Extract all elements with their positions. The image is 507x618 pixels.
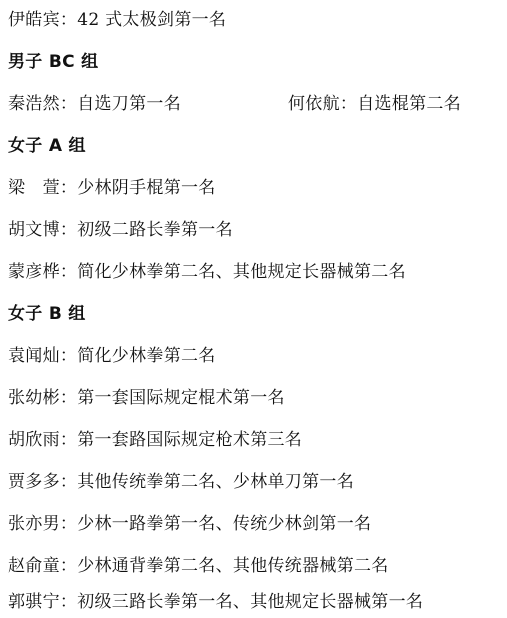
- award-line-zhao-yutong: 赵俞童：少林通背拳第二名、其他传统器械第二名: [8, 556, 389, 576]
- award-line-zhang-yinan: 张亦男：少林一路拳第一名、传统少林剑第一名: [8, 514, 372, 534]
- section-heading-men-bc: 男子 BC 组: [8, 52, 99, 72]
- award-line-jia-duoduo: 贾多多：其他传统拳第二名、少林单刀第一名: [8, 472, 354, 492]
- award-line-hu-wenbo: 胡文博：初级二路长拳第一名: [8, 220, 233, 240]
- award-line-zhang-youbin: 张幼彬：第一套国际规定棍术第一名: [8, 388, 285, 408]
- award-line-yi-haobin: 伊皓宾：42 式太极剑第一名: [8, 10, 227, 30]
- award-line-liang-xuan: 梁 萱：少林阴手棍第一名: [8, 178, 216, 198]
- section-heading-women-a: 女子 A 组: [8, 136, 86, 156]
- award-line-yuan-wencan: 袁闻灿：简化少林拳第二名: [8, 346, 216, 366]
- award-line-guo-qining: 郭骐宁：初级三路长拳第一名、其他规定长器械第一名: [8, 592, 424, 612]
- section-heading-women-b: 女子 B 组: [8, 304, 86, 324]
- award-line-hu-xinyu: 胡欣雨：第一套路国际规定枪术第三名: [8, 430, 303, 450]
- award-line-he-yihang: 何依航：自选棍第二名: [288, 94, 461, 114]
- award-line-meng-yanhua: 蒙彦桦：简化少林拳第二名、其他规定长器械第二名: [8, 262, 406, 282]
- award-line-qin-haoran: 秦浩然：自选刀第一名: [8, 94, 181, 114]
